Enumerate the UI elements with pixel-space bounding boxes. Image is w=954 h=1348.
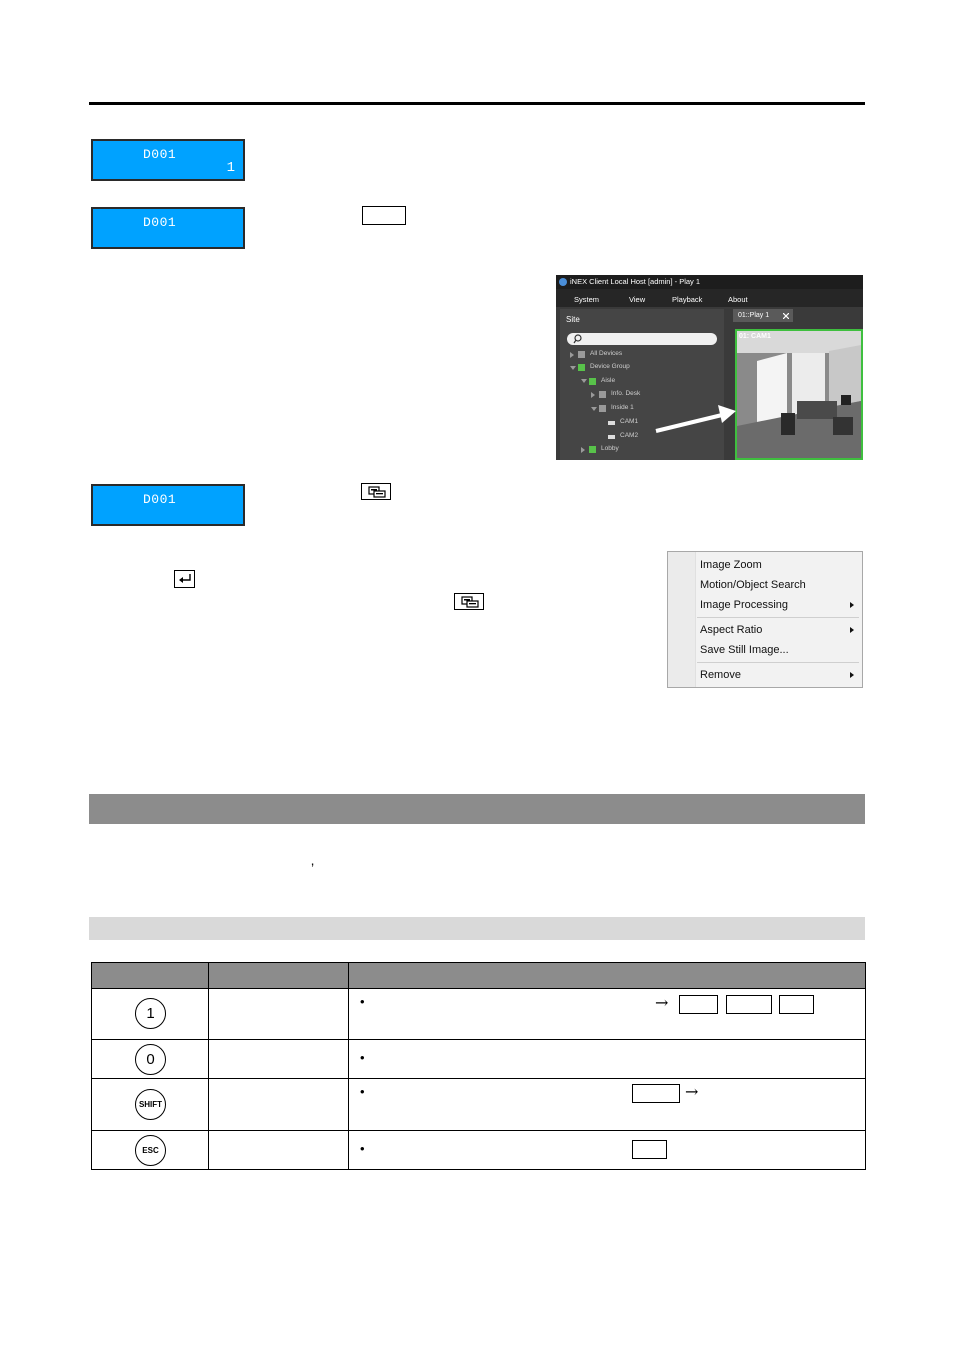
device-icon <box>578 351 585 358</box>
lcd-line-1: D001 <box>143 492 177 507</box>
expand-icon[interactable] <box>570 352 574 358</box>
group-icon <box>589 446 596 453</box>
lcd-display-2 <box>91 207 245 249</box>
inline-key-box <box>632 1140 667 1159</box>
arrow-text: → <box>685 1082 699 1101</box>
lcd-line-1: D001 <box>143 147 177 162</box>
tree-item-aisle[interactable]: Aisle <box>601 377 616 384</box>
inline-key-box <box>779 995 814 1014</box>
tab-play-1[interactable] <box>733 309 793 322</box>
device-icon <box>599 405 606 412</box>
app-logo-icon <box>559 278 567 286</box>
menu-item-aspect-ratio[interactable]: Aspect Ratio <box>700 624 763 636</box>
tree-item-device-group[interactable]: Device Group <box>590 363 630 370</box>
camera-view[interactable] <box>735 329 863 460</box>
lcd-display-1 <box>91 139 245 181</box>
description-cell <box>349 1040 866 1079</box>
inline-key-box <box>679 995 718 1014</box>
enter-key-icon-box <box>174 570 195 588</box>
inline-key-box <box>362 206 406 225</box>
header-rule <box>89 102 865 105</box>
menu-item-motion-object-search[interactable]: Motion/Object Search <box>700 579 806 591</box>
key-table <box>91 962 866 1170</box>
window-titlebar <box>556 275 863 289</box>
description-cell <box>349 1079 866 1131</box>
menu-playback[interactable]: Playback <box>672 295 703 304</box>
function-cell <box>209 1131 349 1170</box>
menu-separator <box>697 662 859 663</box>
menu-item-image-processing[interactable]: Image Processing <box>700 599 789 611</box>
apostrophe-mark: ’ <box>311 860 315 876</box>
camera-label: 01: CAM1 <box>739 333 771 340</box>
device-icon <box>599 391 606 398</box>
close-icon[interactable] <box>783 313 789 319</box>
table-header-cell <box>209 963 349 989</box>
menu-key-icon-box <box>454 593 484 610</box>
context-menu <box>667 551 863 688</box>
table-header-cell <box>92 963 209 989</box>
bullet: • <box>360 1050 365 1065</box>
menu-separator <box>697 617 859 618</box>
lcd-line-1: D001 <box>143 215 177 230</box>
description-cell <box>349 1131 866 1170</box>
collapse-icon[interactable] <box>591 407 597 411</box>
key-1-icon: 1 <box>135 998 166 1029</box>
pointer-arrow-icon <box>652 401 742 441</box>
camera-image <box>737 331 861 458</box>
menu-view[interactable]: View <box>629 295 646 304</box>
menu-key-icon <box>368 486 386 498</box>
tree-item-lobby[interactable]: Lobby <box>601 445 619 452</box>
key-cell <box>92 1040 209 1079</box>
tree-item-all-devices[interactable]: All Devices <box>590 350 623 357</box>
table-row <box>92 1079 866 1131</box>
collapse-icon[interactable] <box>581 379 587 383</box>
lcd-line-2: 1 <box>226 160 235 176</box>
site-panel-title: Site <box>566 315 580 324</box>
inline-key-box <box>632 1084 680 1103</box>
inline-key-box <box>726 995 772 1014</box>
collapse-icon[interactable] <box>570 366 576 370</box>
tree-item-cam1[interactable]: CAM1 <box>620 418 639 425</box>
key-cell <box>92 1131 209 1170</box>
key-shift-icon: SHIFT <box>135 1089 166 1120</box>
expand-icon[interactable] <box>591 392 595 398</box>
menu-gutter <box>668 552 696 687</box>
function-cell <box>209 1040 349 1079</box>
key-cell <box>92 989 209 1040</box>
submenu-arrow-icon <box>850 672 854 678</box>
table-header-row <box>92 963 866 989</box>
key-0-icon: 0 <box>135 1044 166 1075</box>
site-search-input[interactable] <box>567 333 717 345</box>
subsection-heading-bar <box>89 917 865 940</box>
menu-key-icon <box>461 596 479 608</box>
key-cell <box>92 1079 209 1131</box>
submenu-arrow-icon <box>850 602 854 608</box>
tree-item-cam2[interactable]: CAM2 <box>620 432 639 439</box>
description-cell <box>349 989 866 1040</box>
bullet: • <box>360 1084 365 1099</box>
submenu-arrow-icon <box>850 627 854 633</box>
menu-item-remove[interactable]: Remove <box>700 669 741 681</box>
camera-icon <box>608 421 615 425</box>
group-icon <box>589 378 596 385</box>
function-cell <box>209 989 349 1040</box>
window-title: iNEX Client Local Host [admin] - Play 1 <box>570 277 701 286</box>
group-icon <box>578 364 585 371</box>
table-row <box>92 1040 866 1079</box>
function-cell <box>209 1079 349 1131</box>
tab-label: 01::Play 1 <box>738 312 770 319</box>
menu-about[interactable]: About <box>728 295 748 304</box>
table-header-cell <box>349 963 866 989</box>
bullet: • <box>360 994 365 1009</box>
search-icon <box>573 334 583 344</box>
lcd-display-3 <box>91 484 245 526</box>
menu-system[interactable]: System <box>574 295 600 304</box>
bullet: • <box>360 1141 365 1156</box>
menu-item-image-zoom[interactable]: Image Zoom <box>700 559 762 571</box>
tree-item-info-desk[interactable]: Info. Desk <box>611 390 641 397</box>
enter-key-icon <box>178 573 192 585</box>
expand-icon[interactable] <box>581 447 585 453</box>
menu-bar <box>556 289 863 307</box>
section-heading-bar <box>89 794 865 824</box>
table-row <box>92 1131 866 1170</box>
arrow-text: → <box>655 993 669 1012</box>
camera-icon <box>608 435 615 439</box>
key-esc-icon: ESC <box>135 1135 166 1166</box>
tree-item-inside-1[interactable]: Inside 1 <box>611 404 634 411</box>
menu-item-save-still-image[interactable]: Save Still Image... <box>700 644 789 656</box>
client-screenshot <box>556 275 863 460</box>
menu-key-icon-box <box>361 483 391 500</box>
table-row <box>92 989 866 1040</box>
